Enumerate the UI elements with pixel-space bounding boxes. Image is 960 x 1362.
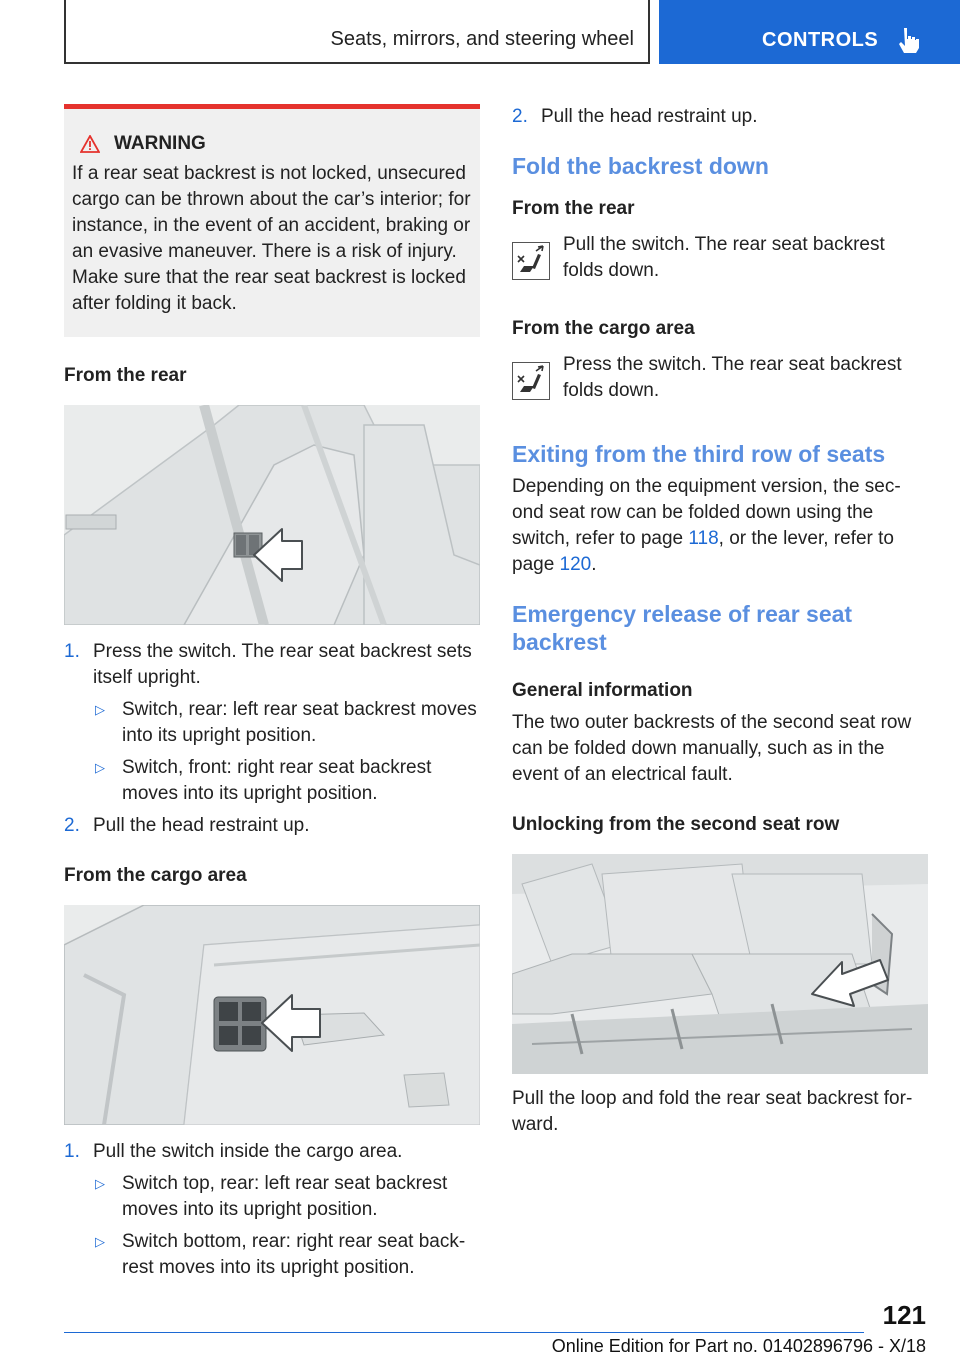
triangle-bullet-icon: ▷ [95, 702, 105, 717]
step-number: 1. [64, 1141, 80, 1162]
chapter-title: Seats, mirrors, and steering wheel [330, 28, 634, 50]
warning-heading [80, 133, 474, 155]
page-link-120[interactable]: 120 [559, 554, 592, 575]
warning-heading-text: WARNING [114, 133, 206, 154]
section-label: CONTROLS [762, 29, 879, 51]
step-number: 2. [512, 106, 528, 127]
step-2 [512, 104, 928, 130]
fold-rear-instruction [512, 232, 928, 284]
step-text: Pull the head restraint up. [93, 815, 310, 836]
warning-box [64, 104, 480, 337]
warning-text: If a rear seat backrest is not locked, unsecured cargo can be thrown about the car’s interior; for instance, in the event of an accident, braking or an evasive maneuver. There is a risk of injury. Make sure that the rear seat backrest is locked after folding it back. [72, 163, 471, 314]
bullet-item [93, 1229, 480, 1281]
warning-triangle-icon [80, 135, 100, 153]
from-rear-steps [64, 639, 480, 839]
fold-backrest-heading: Fold the backrest down [512, 153, 769, 179]
section-tab[interactable] [659, 0, 960, 64]
emergency-release-heading: Emergency release of rear seat backrest [512, 601, 853, 655]
second-row-seat-photo [512, 854, 928, 1074]
triangle-bullet-icon: ▷ [95, 1234, 105, 1249]
bullet-item [93, 697, 480, 749]
rear-seat-illustration [64, 405, 480, 625]
page-link-118[interactable]: 118 [688, 528, 719, 549]
fold-rear-text: Pull the switch. The rear seat backrest folds down. [563, 234, 885, 281]
triangle-bullet-icon: ▷ [95, 760, 105, 775]
seat-fold-switch-icon [512, 362, 550, 400]
bullet-text: Switch, front: right rear seat backrest moves into its upright position. [122, 757, 432, 804]
pull-loop-caption: Pull the loop and fold the rear seat backrest for‐ward. [512, 1088, 913, 1135]
general-info-heading: General information [512, 680, 693, 701]
step-1 [64, 639, 480, 807]
page-number: 121 [882, 1300, 926, 1330]
from-cargo-heading: From the cargo area [64, 865, 247, 886]
cargo-step-1-bullets [93, 1171, 480, 1281]
step-1-bullets [93, 697, 480, 807]
step-text: Pull the switch inside the cargo area. [93, 1141, 403, 1162]
bullet-item [93, 1171, 480, 1223]
cargo-area-switch-photo [64, 905, 480, 1125]
bullet-text: Switch top, rear: left rear seat backrest moves into its upright position. [122, 1173, 448, 1220]
from-cargo-steps [64, 1139, 480, 1281]
step-number: 2. [64, 815, 80, 836]
step-text: Pull the head restraint up. [541, 106, 758, 127]
triangle-bullet-icon: ▷ [95, 1176, 105, 1191]
fold-rear-heading: From the rear [512, 198, 635, 219]
from-rear-heading: From the rear [64, 365, 187, 386]
continued-steps [512, 104, 928, 130]
right-column [512, 104, 928, 1138]
step-2 [64, 813, 480, 839]
seat-fold-switch-icon [512, 242, 550, 280]
bullet-text: Switch bottom, rear: right rear seat back‐rest moves into its upright position. [122, 1231, 466, 1278]
unlocking-heading: Unlocking from the second seat row [512, 814, 840, 835]
exit-third-row-heading: Exiting from the third row of seats [512, 441, 886, 467]
exit-third-row-text [512, 474, 928, 578]
header-title-box [64, 0, 650, 64]
exit-text-part: Depending on the equipment version, the sec‐ond seat row can be folded down using the switch, refer to page [512, 476, 901, 549]
step-number: 1. [64, 641, 80, 662]
rear-seat-switch-photo [64, 405, 480, 625]
fold-cargo-text: Press the switch. The rear seat backrest folds down. [563, 354, 902, 401]
bullet-text: Switch, rear: left rear seat backrest moves into its upright position. [122, 699, 477, 746]
exit-text-part: , or the lever, refer to page [512, 528, 894, 575]
cargo-area-illustration [64, 905, 480, 1125]
edition-note: Online Edition for Part no. 01402896796 - X/18 [551, 1336, 926, 1356]
fold-cargo-instruction [512, 352, 928, 404]
exit-text-part: . [591, 554, 597, 575]
general-info-text: The two outer backrests of the second seat row can be folded down manually, such as in the event of an electrical fault. [512, 712, 912, 785]
second-row-illustration [512, 854, 928, 1074]
bullet-item [93, 755, 480, 807]
step-text: Press the switch. The rear seat backrest sets itself upright. [93, 641, 472, 688]
footer-divider [64, 1332, 864, 1333]
pointing-hand-icon [896, 26, 920, 54]
step-1 [64, 1139, 480, 1281]
left-column [64, 104, 480, 1287]
fold-cargo-heading: From the cargo area [512, 318, 695, 339]
